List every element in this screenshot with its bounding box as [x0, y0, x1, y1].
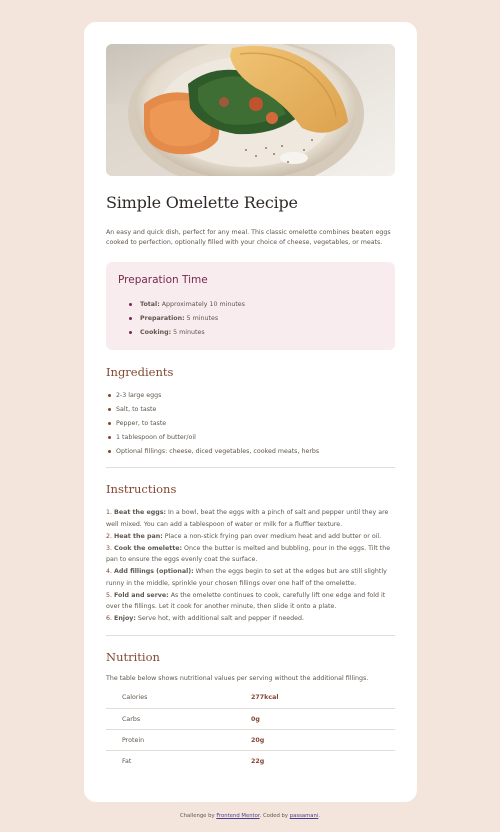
prep-label: Preparation:	[140, 315, 185, 322]
prep-value: 5 minutes	[171, 329, 205, 336]
step-number: 3.	[106, 544, 113, 552]
step-label: Heat the pan:	[114, 532, 163, 540]
instruction-step	[106, 613, 395, 625]
nutrient-value: 277kcal	[251, 688, 395, 709]
ingredient-item: 1 tablespoon of butter/oil	[106, 433, 395, 447]
instructions-heading: Instructions	[106, 482, 177, 496]
prep-item-cooking	[118, 328, 383, 342]
nutrition-note: The table below shows nutritional values per serving without the additional fillings.	[106, 674, 369, 682]
section-divider	[106, 467, 395, 468]
author-link[interactable]: passamani	[289, 813, 319, 819]
prep-value: Approximately 10 minutes	[159, 301, 245, 308]
step-text: Serve hot, with additional salt and pepper if needed.	[135, 615, 305, 622]
prep-label: Total:	[140, 301, 160, 308]
nutrition-heading: Nutrition	[106, 649, 160, 664]
step-text: In a bowl, beat the eggs with a pinch of salt and pepper until they are well mixed. You can add a tablespoon of water or milk for a fluffier texture.	[106, 509, 389, 528]
nutrition-section	[106, 650, 395, 772]
ingredient-item: Salt, to taste	[106, 405, 395, 419]
step-label: Add fillings (optional):	[114, 568, 194, 575]
step-label: Cook the omelette:	[114, 544, 183, 552]
nutrient-value: 20g	[251, 730, 395, 751]
ingredient-item: Optional fillings: cheese, diced vegetables, cooked meats, herbs	[106, 447, 395, 461]
step-number: 2.	[106, 532, 113, 540]
nutrient-name: Fat	[122, 757, 132, 765]
ingredients-section	[106, 365, 395, 461]
section-divider	[106, 635, 395, 636]
table-row	[106, 730, 395, 751]
step-number: 5.	[106, 591, 113, 599]
prep-item-total	[118, 300, 383, 314]
nutrient-name: Calories	[106, 688, 251, 709]
table-row	[106, 751, 395, 772]
ingredient-item: 2-3 large eggs	[106, 391, 395, 405]
nutrient-name: Carbs	[106, 709, 251, 730]
step-text: As the omelette continues to cook, carefully lift one edge and fold it over the fillings. Let it cook for another minute, then slide it onto a plate.	[106, 591, 386, 610]
step-label: Enjoy:	[114, 615, 136, 622]
instruction-step	[106, 531, 395, 543]
prep-value: 5 minutes	[184, 315, 219, 322]
step-text: Place a non-stick frying pan over medium heat and add butter or oil.	[162, 532, 382, 540]
preparation-time-box	[106, 262, 395, 350]
nutrient-value: 0g	[251, 709, 395, 730]
step-label: Beat the eggs:	[114, 509, 167, 516]
instruction-step	[106, 507, 395, 530]
nutrition-table	[106, 688, 395, 772]
nutrient-name: Protein	[106, 730, 251, 751]
ingredients-heading: Ingredients	[106, 365, 174, 379]
ingredient-item: Pepper, to taste	[106, 419, 395, 433]
recipe-intro: An easy and quick dish, perfect for any meal. This classic omelette combines beaten eggs cooked to perfection, optionally filled with your choice of cheese, vegetables, or meats.	[106, 229, 391, 246]
step-text: When the eggs begin to set at the edges but are still slightly runny in the middle, sprinkle your chosen fillings over one half of the omelette.	[106, 568, 387, 587]
frontend-mentor-link[interactable]: Frontend Mentor	[216, 813, 260, 819]
step-text: Once the butter is melted and bubbling, pour in the eggs. Tilt the pan to ensure the eggs evenly coat the surface.	[106, 544, 391, 563]
hero-image	[106, 44, 395, 176]
step-number: 4.	[106, 568, 113, 575]
recipe-card	[84, 22, 417, 802]
table-row	[106, 688, 395, 709]
step-number: 6.	[106, 615, 113, 622]
attribution-footer	[0, 813, 500, 819]
footer-text: . Coded by	[259, 813, 290, 819]
instruction-step	[106, 566, 395, 589]
instruction-step	[106, 590, 395, 613]
footer-text: Challenge by	[179, 813, 217, 819]
table-row	[106, 709, 395, 730]
prep-label: Cooking:	[140, 329, 172, 336]
preparation-heading: Preparation Time	[118, 274, 208, 286]
instructions-section	[106, 482, 395, 625]
nutrient-value: 22g	[251, 757, 265, 765]
footer-text: .	[318, 813, 321, 819]
prep-item-preparation	[118, 314, 383, 328]
instruction-step	[106, 543, 395, 566]
step-number: 1.	[106, 509, 113, 516]
step-label: Fold and serve:	[114, 591, 169, 599]
page-title: Simple Omelette Recipe	[106, 193, 298, 212]
